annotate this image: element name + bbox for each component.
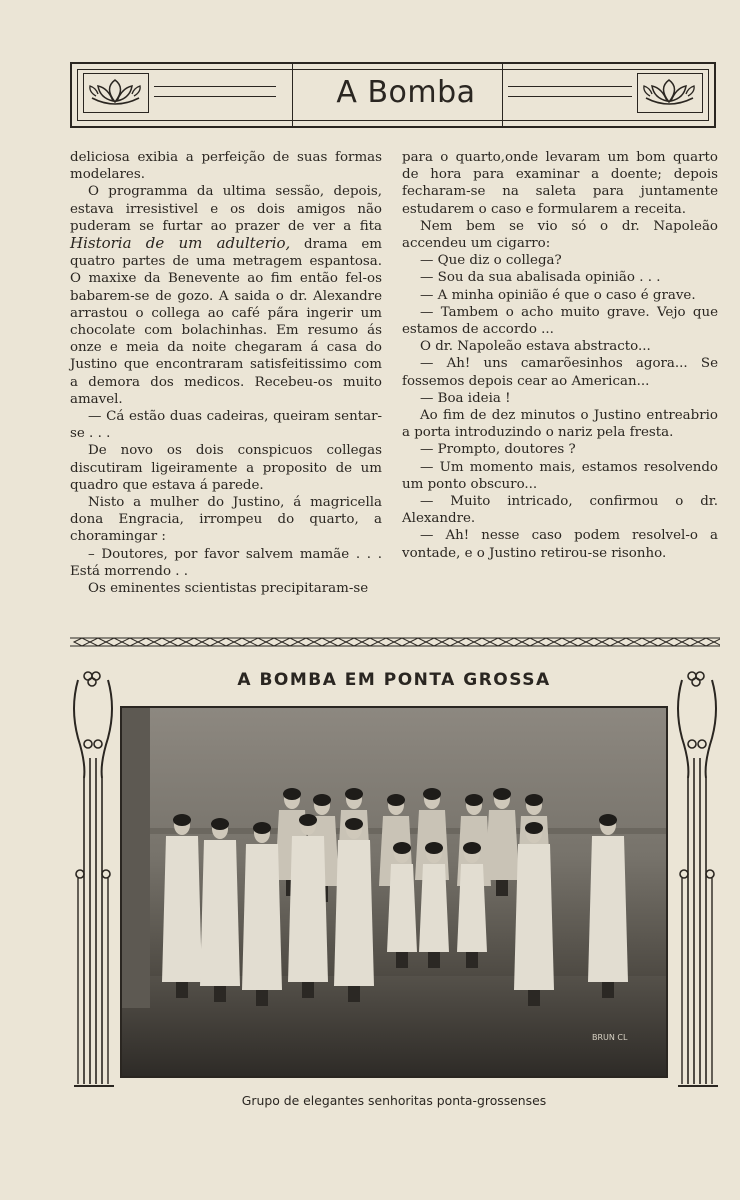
- paragraph: — Ah! nesse caso podem resolvel-o a vontade, e o Justino retirou-se risonho.: [402, 528, 718, 561]
- masthead-divider: [502, 64, 503, 126]
- art-nouveau-border-icon: [68, 668, 118, 1092]
- masthead-rule: [154, 96, 276, 97]
- photographer-signature: BRUN CL: [592, 1033, 628, 1042]
- paragraph: O dr. Napoleão estava abstracto...: [420, 339, 651, 355]
- chain-divider-ornament: [70, 636, 720, 648]
- paragraph: Nisto a mulher do Justino, á magricella dona Engracia, irrompeu do quarto, a choramingar :: [70, 495, 382, 545]
- paragraph: — A minha opinião é que o caso é grave.: [420, 287, 696, 303]
- masthead-title: A Bomba: [336, 75, 476, 110]
- paragraph: — Cá estão duas cadeiras, queiram sentar-se . . .: [70, 409, 382, 442]
- figure-silhouette: [334, 818, 374, 1002]
- paragraph: Os eminentes scientistas precipitaram-se: [88, 581, 369, 597]
- paragraph: — Um momento mais, estamos resolvendo um ponto obscuro...: [402, 459, 718, 492]
- figure-silhouette: [288, 814, 328, 998]
- figure-silhouette: [242, 822, 282, 1006]
- paragraph: – Doutores, por favor salvem mamãe . . . Está morrendo . .: [70, 546, 382, 579]
- photo-caption: Grupo de elegantes senhoritas ponta-grossenses: [241, 1093, 547, 1108]
- masthead-divider: [292, 64, 293, 126]
- paragraph: — Que diz o collega?: [420, 253, 562, 269]
- paragraph: — Tambem o acho muito grave. Vejo que estamos de accordo ...: [402, 304, 718, 338]
- paragraph: Ao fim de dez minutos o Justino entreabrio a porta introduzindo o nariz pela fresta.: [402, 408, 718, 441]
- left-text-column: [70, 149, 382, 597]
- paragraph-text: drama em quatro partes de uma metragem espantosa. O maxixe da Benevente ao fim então fel-os babarem-se de gozo. A saida o dr. Alexandre arrastou o collega ao café pa̋ra ingerir um chocolate com bolachinhas. Em resumo ás onze e meia da noite chegaram á casa do Justino que encontraram satisfeitissimo com a demora dos medicos. Recebeu-os muito amavel.: [70, 237, 383, 407]
- paragraph: deliciosa exibia a perfeição de suas formas modelares.: [70, 150, 382, 183]
- paragraph: — Sou da sua abalisada opinião . . .: [420, 270, 661, 286]
- paragraph: Nem bem se vio só o dr. Napoleão accendeu um cigarro:: [402, 218, 718, 252]
- figure-silhouette: [162, 814, 202, 998]
- paragraph: — Boa ideia !: [420, 390, 511, 406]
- film-title: Historia de um adulterio,: [70, 234, 291, 253]
- right-text-column: [402, 149, 718, 562]
- figure-silhouette: [514, 822, 554, 1006]
- photo-scene: [122, 708, 666, 1076]
- masthead-rule: [508, 96, 632, 97]
- paragraph-text: O programma da ultima sessão, depois, estava irresistivel e os dois amigos não puderam se furtar ao prazer de ver a fita: [70, 184, 382, 234]
- masthead-rule: [154, 86, 276, 87]
- group-photograph: [120, 706, 668, 1078]
- paragraph: — Muito intricado, confirmou o dr. Alexandre.: [402, 494, 718, 527]
- paragraph: — Ah! uns camarõesinhos agora... Se fossemos depois cear ao American...: [402, 356, 718, 389]
- paragraph: [70, 183, 382, 408]
- lotus-ornament-icon: [637, 73, 703, 113]
- masthead-rule: [508, 86, 632, 87]
- paragraph: para o quarto,onde levaram um bom quarto de hora para examinar a doente; depois fecharam-se na saleta para juntamente estudarem o caso e formularem a receita.: [402, 150, 718, 217]
- figure-silhouette: [200, 818, 240, 1002]
- figure-silhouette: [588, 814, 628, 998]
- art-nouveau-border-icon: [672, 668, 722, 1092]
- paragraph: — Prompto, doutores ?: [420, 442, 576, 458]
- masthead: [70, 62, 716, 128]
- section-title: A BOMBA EM PONTA GROSSA: [237, 670, 551, 690]
- paragraph: De novo os dois conspicuos collegas discutiram ligeiramente a proposito de um quadro que estava á parede.: [70, 443, 382, 493]
- lotus-ornament-icon: [83, 73, 149, 113]
